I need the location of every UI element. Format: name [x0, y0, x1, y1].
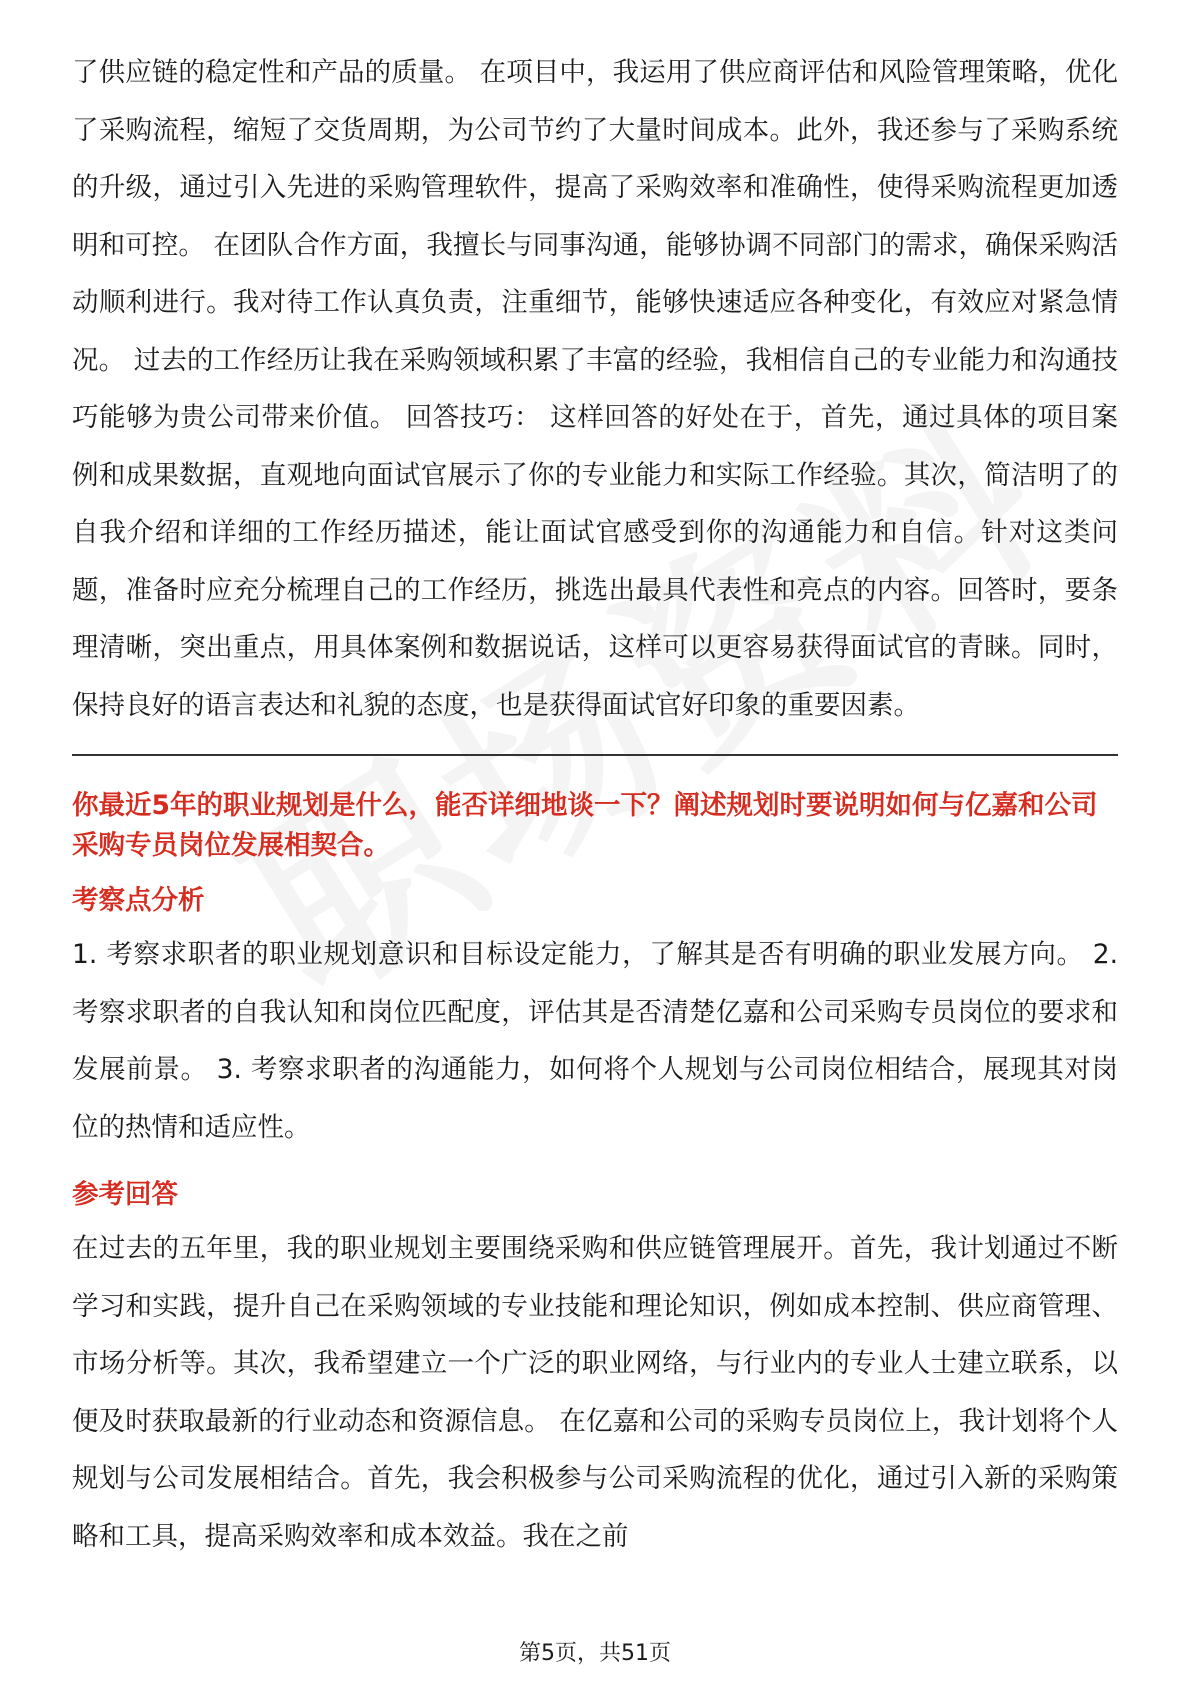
section-divider: [72, 754, 1118, 756]
page-number: 第5页，共51页: [519, 1641, 671, 1666]
page-content: [72, 44, 1118, 1565]
analysis-heading: 考察点分析: [72, 885, 205, 916]
intro-paragraph: 了供应链的稳定性和产品的质量。 在项目中，我运用了供应商评估和风险管理策略，优化了采购流程，缩短了交货周期，为公司节约了大量时间成本。此外，我还参与了采购系统的升级，通过引入先进的采购管理软件，提高了采购效率和准确性，使得采购流程更加透明和可控。 在团队合作方面，我擅长与同事沟通，能够协调不同部门的需求，确保采购活动顺利进行。我对待工作认真负责，注重细节，能够快速适应各种变化，有效应对紧急情况。 过去的工作经历让我在采购领域积累了丰富的经验，我相信自己的专业能力和沟通技巧能够为贵公司带来价值。 回答技巧： 这样回答的好处在于，首先，通过具体的项目案例和成果数据，直观地向面试官展示了你的专业能力和实际工作经验。其次，简洁明了的自我介绍和详细的工作经历描述，能让面试官感受到你的沟通能力和自信。针对这类问题，准备时应充分梳理自己的工作经历，挑选出最具代表性和亮点的内容。回答时，要条理清晰，突出重点，用具体案例和数据说话，这样可以更容易获得面试官的青睐。同时，保持良好的语言表达和礼貌的态度，也是获得面试官好印象的重要因素。: [72, 57, 1118, 721]
interview-question: 你最近5年的职业规划是什么，能否详细地谈一下？阐述规划时要说明如何与亿嘉和公司采购专员岗位发展相契合。: [72, 790, 1098, 861]
answer-body: 在过去的五年里，我的职业规划主要围绕采购和供应链管理展开。首先，我计划通过不断学习和实践，提升自己在采购领域的专业技能和理论知识，例如成本控制、供应商管理、市场分析等。其次，我希望建立一个广泛的职业网络，与行业内的专业人士建立联系，以便及时获取最新的行业动态和资源信息。 在亿嘉和公司的采购专员岗位上，我计划将个人规划与公司发展相结合。首先，我会积极参与公司采购流程的优化，通过引入新的采购策略和工具，提高采购效率和成本效益。我在之前: [72, 1233, 1118, 1552]
analysis-body: 1. 考察求职者的职业规划意识和目标设定能力，了解其是否有明确的职业发展方向。 2. 考察求职者的自我认知和岗位匹配度，评估其是否清楚亿嘉和公司采购专员岗位的要求和发展前景。 3. 考察求职者的沟通能力，如何将个人规划与公司岗位相结合，展现其对岗位的热情和适应性。: [72, 939, 1118, 1143]
answer-heading: 参考回答: [72, 1179, 178, 1210]
